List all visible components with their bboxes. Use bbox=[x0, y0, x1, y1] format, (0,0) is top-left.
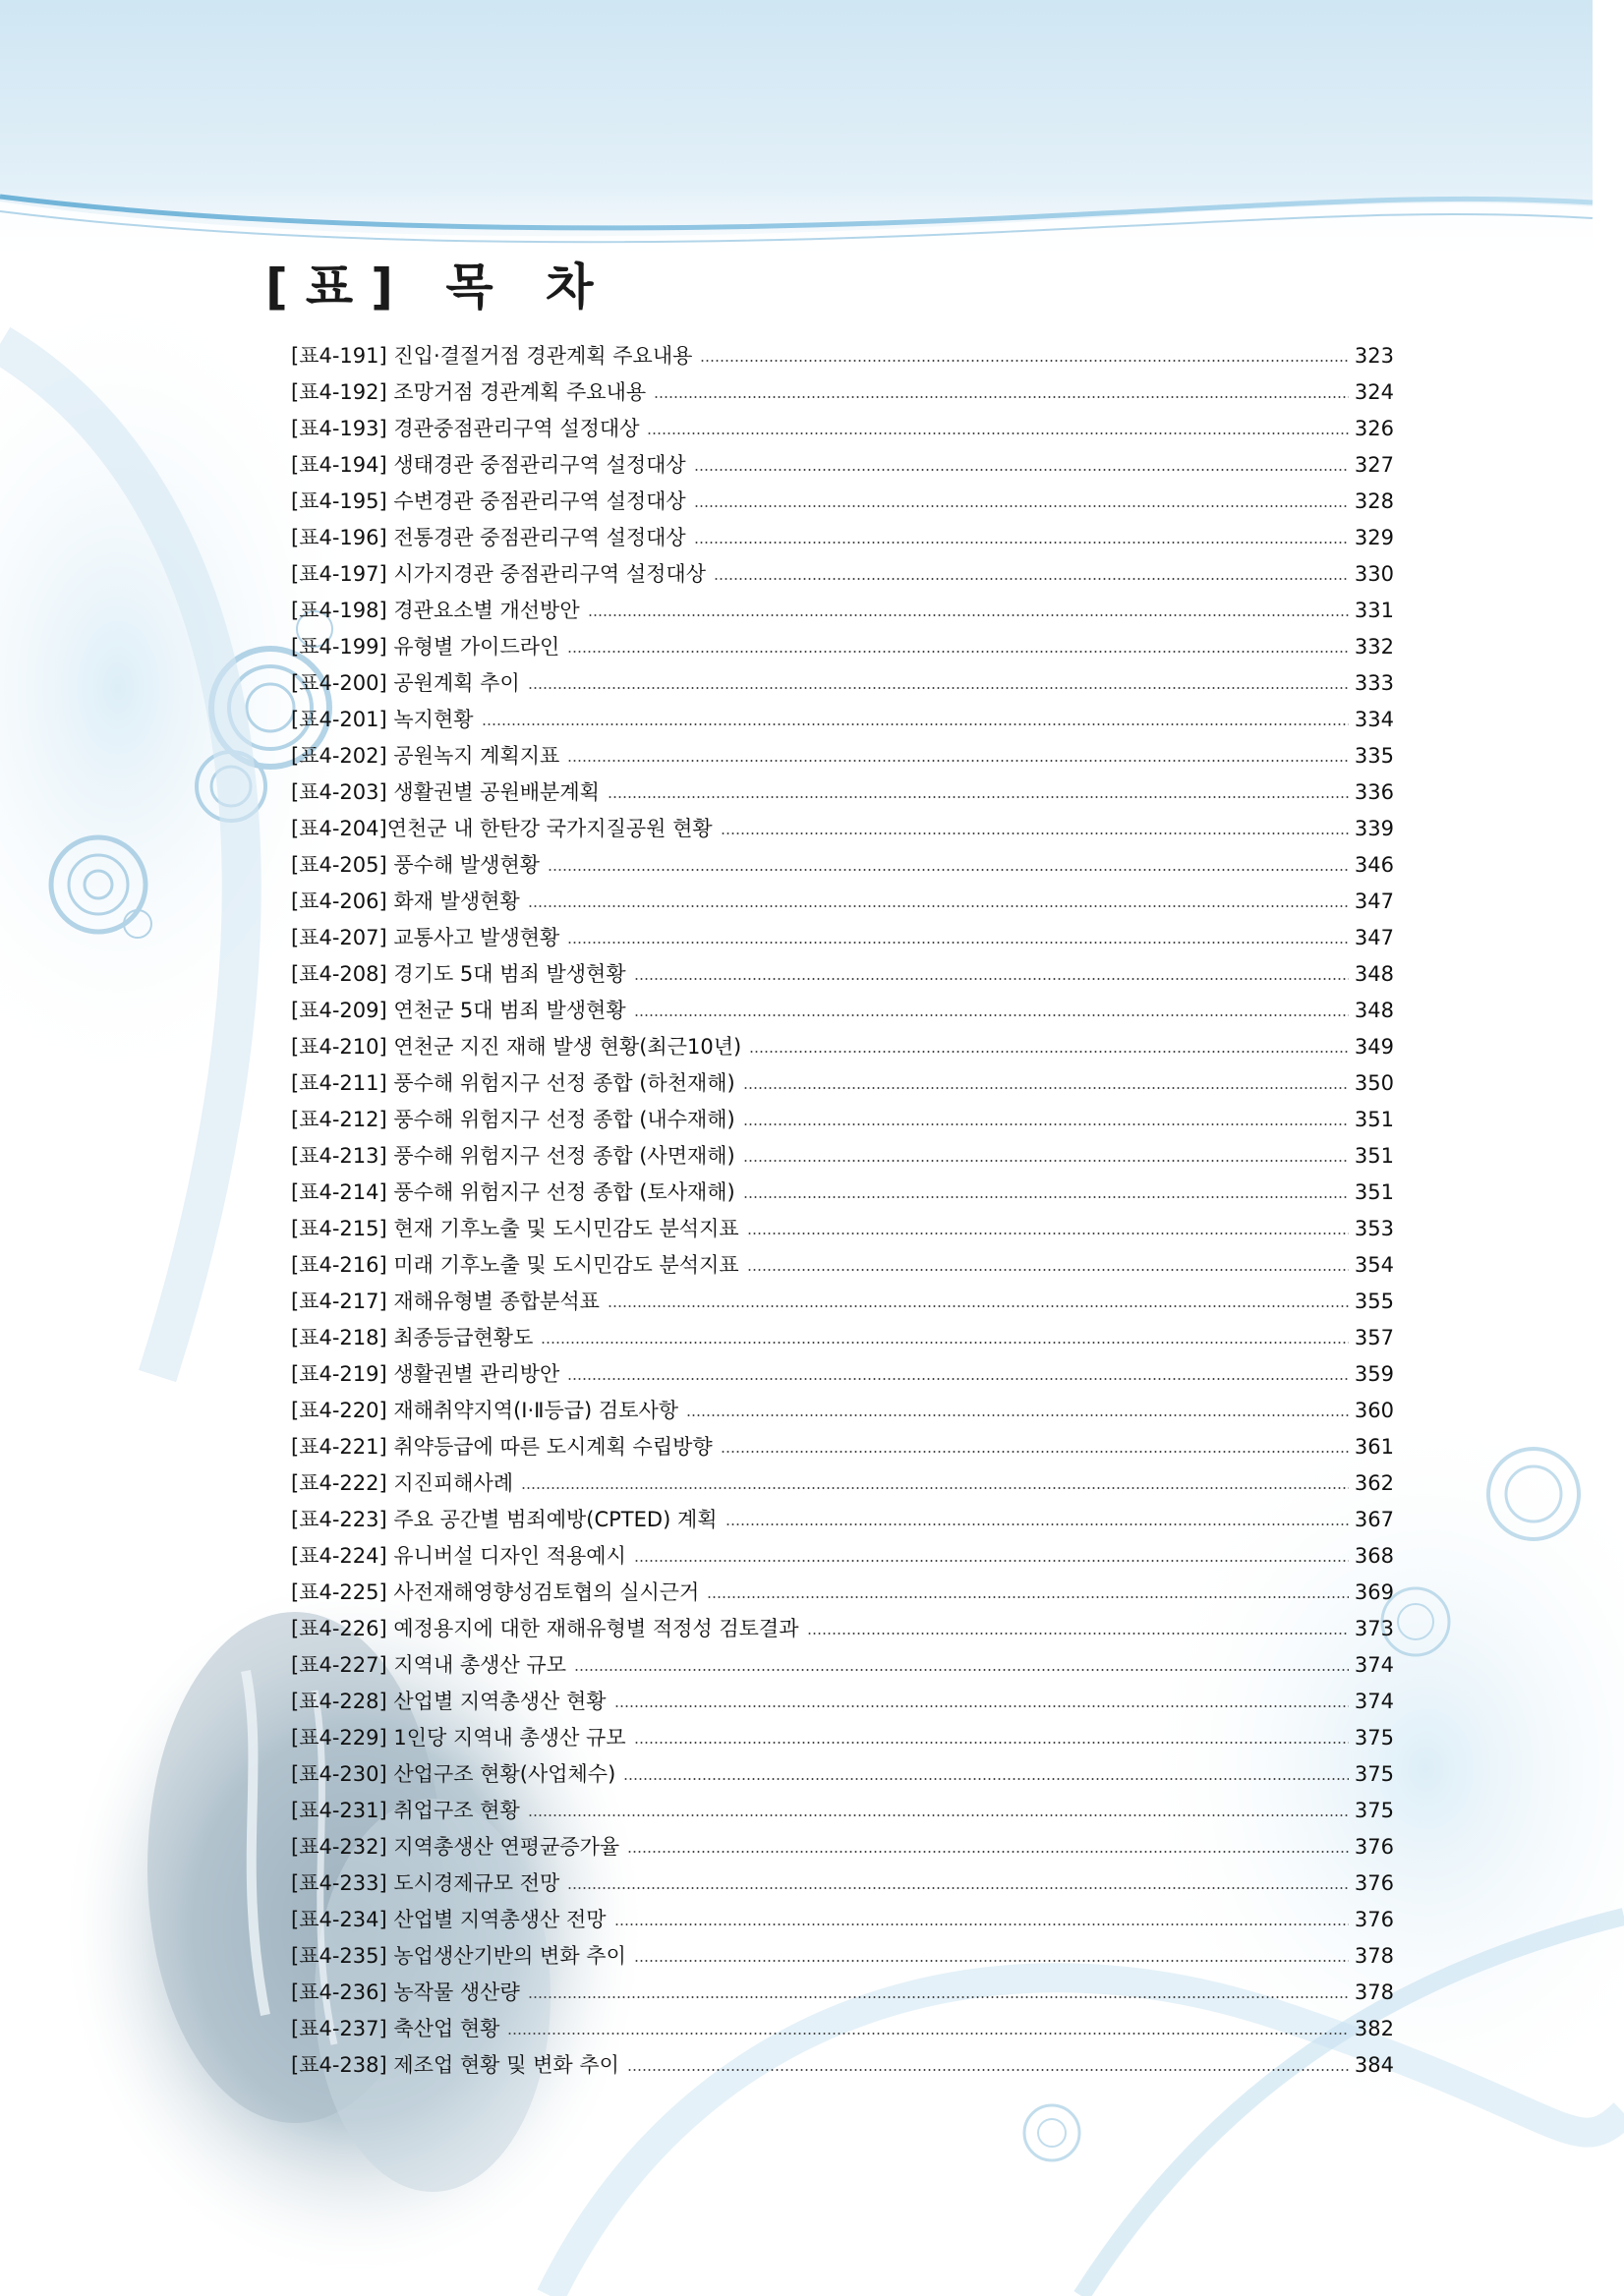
toc-entry[interactable] bbox=[291, 1393, 1394, 1429]
toc-entry[interactable] bbox=[291, 2047, 1394, 2084]
toc-entry-page-number: 334 bbox=[1354, 708, 1394, 731]
toc-entry-page-number: 355 bbox=[1354, 1290, 1394, 1313]
toc-entry-page-number: 323 bbox=[1354, 344, 1394, 368]
toc-entry-page-number: 353 bbox=[1354, 1217, 1394, 1240]
toc-entry[interactable] bbox=[291, 1938, 1394, 1975]
dot-leader bbox=[721, 832, 1349, 834]
toc-entry-page-number: 347 bbox=[1354, 926, 1394, 949]
dot-leader bbox=[608, 796, 1349, 798]
toc-entry-label: [표4-193] 경관중점관리구역 설정대상 bbox=[291, 417, 640, 440]
toc-entry[interactable] bbox=[291, 338, 1394, 374]
toc-entry[interactable] bbox=[291, 1211, 1394, 1247]
toc-entry-page-number: 376 bbox=[1354, 1908, 1394, 1931]
toc-entry[interactable] bbox=[291, 447, 1394, 484]
toc-entry-page-number: 329 bbox=[1354, 526, 1394, 549]
dot-leader bbox=[528, 905, 1349, 907]
toc-entry-page-number: 351 bbox=[1354, 1144, 1394, 1168]
toc-entry-label: [표4-203] 생활권별 공원배분계획 bbox=[291, 780, 600, 804]
toc-entry[interactable] bbox=[291, 1502, 1394, 1538]
dot-leader bbox=[694, 542, 1349, 544]
toc-entry-page-number: 361 bbox=[1354, 1435, 1394, 1459]
toc-entry-page-number: 332 bbox=[1354, 635, 1394, 659]
toc-entry-label: [표4-209] 연천군 5대 범죄 발생현황 bbox=[291, 999, 626, 1022]
toc-entry[interactable] bbox=[291, 411, 1394, 447]
dot-leader bbox=[567, 942, 1349, 944]
toc-entry-page-number: 347 bbox=[1354, 890, 1394, 913]
toc-entry-page-number: 339 bbox=[1354, 817, 1394, 840]
toc-entry-label: [표4-235] 농업생산기반의 변화 추이 bbox=[291, 1944, 626, 1968]
dot-leader bbox=[634, 1014, 1349, 1016]
table-of-contents-list bbox=[291, 338, 1394, 2084]
toc-entry-label: [표4-234] 산업별 지역총생산 전망 bbox=[291, 1908, 607, 1931]
dot-leader bbox=[627, 2069, 1349, 2071]
toc-entry-label: [표4-223] 주요 공간별 범죄예방(CPTED) 계획 bbox=[291, 1508, 718, 1531]
toc-entry-label: [표4-233] 도시경제규모 전망 bbox=[291, 1871, 560, 1895]
toc-entry[interactable] bbox=[291, 629, 1394, 665]
dot-leader bbox=[747, 1269, 1349, 1271]
toc-entry-label: [표4-217] 재해유형별 종합분석표 bbox=[291, 1290, 600, 1313]
toc-entry[interactable] bbox=[291, 593, 1394, 629]
toc-entry[interactable] bbox=[291, 811, 1394, 847]
toc-entry[interactable] bbox=[291, 1611, 1394, 1647]
toc-entry-page-number: 328 bbox=[1354, 489, 1394, 513]
toc-entry-label: [표4-225] 사전재해영향성검토협의 실시근거 bbox=[291, 1580, 700, 1604]
toc-entry-page-number: 333 bbox=[1354, 671, 1394, 695]
toc-entry-page-number: 374 bbox=[1354, 1690, 1394, 1713]
toc-entry[interactable] bbox=[291, 702, 1394, 738]
toc-entry-page-number: 330 bbox=[1354, 562, 1394, 586]
dot-leader bbox=[521, 1487, 1349, 1489]
toc-entry-page-number: 327 bbox=[1354, 453, 1394, 477]
toc-entry[interactable] bbox=[291, 1756, 1394, 1793]
toc-entry-label: [표4-212] 풍수해 위험지구 선정 종합 (내수재해) bbox=[291, 1108, 735, 1131]
toc-entry-page-number: 359 bbox=[1354, 1362, 1394, 1386]
toc-entry[interactable] bbox=[291, 1284, 1394, 1320]
dot-leader bbox=[743, 1196, 1349, 1198]
toc-entry-label: [표4-198] 경관요소별 개선방안 bbox=[291, 599, 580, 622]
dot-leader bbox=[614, 1705, 1349, 1707]
toc-entry-label: [표4-200] 공원계획 추이 bbox=[291, 671, 520, 695]
toc-entry-page-number: 351 bbox=[1354, 1180, 1394, 1204]
toc-entry-page-number: 360 bbox=[1354, 1399, 1394, 1422]
toc-entry-label: [표4-208] 경기도 5대 범죄 발생현황 bbox=[291, 962, 626, 986]
dot-leader bbox=[507, 2033, 1349, 2035]
toc-entry[interactable] bbox=[291, 738, 1394, 775]
toc-entry-label: [표4-194] 생태경관 중점관리구역 설정대상 bbox=[291, 453, 686, 477]
toc-entry-label: [표4-230] 산업구조 현황(사업체수) bbox=[291, 1762, 616, 1786]
dot-leader bbox=[634, 1742, 1349, 1744]
dot-leader bbox=[694, 469, 1349, 471]
toc-entry-label: [표4-196] 전통경관 중점관리구역 설정대상 bbox=[291, 526, 686, 549]
toc-entry-label: [표4-207] 교통사고 발생현황 bbox=[291, 926, 560, 949]
toc-entry-label: [표4-210] 연천군 지진 재해 발생 현황(최근10년) bbox=[291, 1035, 742, 1059]
toc-entry[interactable] bbox=[291, 956, 1394, 993]
toc-entry[interactable] bbox=[291, 2011, 1394, 2047]
toc-entry[interactable] bbox=[291, 1320, 1394, 1356]
toc-entry-label: [표4-221] 취약등급에 따른 도시계획 수립방향 bbox=[291, 1435, 713, 1459]
dot-leader bbox=[634, 1960, 1349, 1962]
toc-entry[interactable] bbox=[291, 1538, 1394, 1575]
dot-leader bbox=[567, 1378, 1349, 1380]
dot-leader bbox=[700, 360, 1349, 362]
dot-leader bbox=[528, 1814, 1349, 1816]
toc-entry-label: [표4-199] 유형별 가이드라인 bbox=[291, 635, 560, 659]
toc-entry-label: [표4-204]연천군 내 한탄강 국가지질공원 현황 bbox=[291, 817, 713, 840]
toc-entry-page-number: 375 bbox=[1354, 1726, 1394, 1750]
dot-leader bbox=[567, 760, 1349, 762]
toc-entry-label: [표4-192] 조망거점 경관계획 주요내용 bbox=[291, 380, 647, 404]
dot-leader bbox=[574, 1669, 1349, 1671]
dot-leader bbox=[743, 1123, 1349, 1125]
dot-leader bbox=[614, 1923, 1349, 1925]
dot-leader bbox=[749, 1051, 1349, 1053]
page-title: [표] 목 차 bbox=[265, 258, 611, 316]
toc-entry-page-number: 354 bbox=[1354, 1253, 1394, 1277]
toc-entry-label: [표4-232] 지역총생산 연평균증가율 bbox=[291, 1835, 620, 1859]
toc-entry[interactable] bbox=[291, 1684, 1394, 1720]
toc-entry[interactable] bbox=[291, 1247, 1394, 1284]
toc-entry-page-number: 336 bbox=[1354, 780, 1394, 804]
toc-entry-label: [표4-236] 농작물 생산량 bbox=[291, 1980, 520, 2004]
dot-leader bbox=[634, 978, 1349, 980]
toc-entry[interactable] bbox=[291, 1138, 1394, 1175]
toc-entry-label: [표4-218] 최종등급현황도 bbox=[291, 1326, 534, 1349]
toc-entry[interactable] bbox=[291, 1175, 1394, 1211]
toc-entry-page-number: 382 bbox=[1354, 2017, 1394, 2040]
toc-entry[interactable] bbox=[291, 775, 1394, 811]
toc-entry-page-number: 368 bbox=[1354, 1544, 1394, 1568]
toc-entry-label: [표4-205] 풍수해 발생현황 bbox=[291, 853, 541, 877]
toc-entry[interactable] bbox=[291, 1829, 1394, 1866]
toc-entry-label: [표4-219] 생활권별 관리방안 bbox=[291, 1362, 560, 1386]
dot-leader bbox=[747, 1233, 1349, 1234]
toc-entry[interactable] bbox=[291, 1866, 1394, 1902]
toc-entry[interactable] bbox=[291, 665, 1394, 702]
dot-leader bbox=[482, 723, 1349, 725]
toc-entry[interactable] bbox=[291, 1102, 1394, 1138]
toc-entry-label: [표4-238] 제조업 현황 및 변화 추이 bbox=[291, 2053, 619, 2077]
toc-entry-page-number: 367 bbox=[1354, 1508, 1394, 1531]
toc-entry[interactable] bbox=[291, 1793, 1394, 1829]
toc-entry-page-number: 324 bbox=[1354, 380, 1394, 404]
toc-entry-label: [표4-206] 화재 발생현황 bbox=[291, 890, 520, 913]
toc-entry-page-number: 350 bbox=[1354, 1071, 1394, 1095]
toc-entry-label: [표4-214] 풍수해 위험지구 선정 종합 (토사재해) bbox=[291, 1180, 735, 1204]
toc-entry-label: [표4-237] 축산업 현황 bbox=[291, 2017, 500, 2040]
toc-entry[interactable] bbox=[291, 1575, 1394, 1611]
toc-entry-label: [표4-224] 유니버설 디자인 적용예시 bbox=[291, 1544, 626, 1568]
toc-entry-label: [표4-229] 1인당 지역내 총생산 규모 bbox=[291, 1726, 626, 1750]
toc-entry-label: [표4-215] 현재 기후노출 및 도시민감도 분석지표 bbox=[291, 1217, 739, 1240]
toc-entry-page-number: 375 bbox=[1354, 1762, 1394, 1786]
toc-entry[interactable] bbox=[291, 556, 1394, 593]
toc-entry[interactable] bbox=[291, 1356, 1394, 1393]
dot-leader bbox=[654, 396, 1349, 398]
toc-entry-label: [표4-213] 풍수해 위험지구 선정 종합 (사면재해) bbox=[291, 1144, 735, 1168]
dot-leader bbox=[707, 1596, 1349, 1598]
toc-entry-page-number: 378 bbox=[1354, 1944, 1394, 1968]
toc-entry-page-number: 374 bbox=[1354, 1653, 1394, 1677]
toc-entry[interactable] bbox=[291, 484, 1394, 520]
toc-entry-page-number: 378 bbox=[1354, 1980, 1394, 2004]
toc-entry-page-number: 331 bbox=[1354, 599, 1394, 622]
dot-leader bbox=[623, 1778, 1349, 1780]
toc-entry[interactable] bbox=[291, 1065, 1394, 1102]
dot-leader bbox=[721, 1451, 1349, 1453]
toc-entry-page-number: 351 bbox=[1354, 1108, 1394, 1131]
toc-entry-label: [표4-191] 진입·결절거점 경관계획 주요내용 bbox=[291, 344, 693, 368]
dot-leader bbox=[807, 1633, 1349, 1635]
dot-leader bbox=[528, 687, 1349, 689]
toc-entry-label: [표4-222] 지진피해사례 bbox=[291, 1471, 514, 1495]
toc-entry-page-number: 375 bbox=[1354, 1799, 1394, 1822]
dot-leader bbox=[743, 1160, 1349, 1162]
toc-entry-page-number: 348 bbox=[1354, 999, 1394, 1022]
dot-leader bbox=[686, 1414, 1349, 1416]
toc-entry-label: [표4-195] 수변경관 중점관리구역 설정대상 bbox=[291, 489, 686, 513]
toc-entry-label: [표4-231] 취업구조 현황 bbox=[291, 1799, 520, 1822]
dot-leader bbox=[541, 1342, 1349, 1344]
toc-entry-label: [표4-201] 녹지현황 bbox=[291, 708, 474, 731]
dot-leader bbox=[627, 1851, 1349, 1853]
toc-entry[interactable] bbox=[291, 1720, 1394, 1756]
toc-entry[interactable] bbox=[291, 1975, 1394, 2011]
toc-entry-label: [표4-228] 산업별 지역총생산 현황 bbox=[291, 1690, 607, 1713]
dot-leader bbox=[528, 1996, 1349, 1998]
toc-entry[interactable] bbox=[291, 374, 1394, 411]
dot-leader bbox=[714, 578, 1349, 580]
toc-entry-label: [표4-220] 재해취약지역(Ⅰ·Ⅱ등급) 검토사항 bbox=[291, 1399, 679, 1422]
toc-entry-label: [표4-227] 지역내 총생산 규모 bbox=[291, 1653, 567, 1677]
toc-entry[interactable] bbox=[291, 1647, 1394, 1684]
toc-entry-page-number: 326 bbox=[1354, 417, 1394, 440]
dot-leader bbox=[548, 869, 1349, 871]
toc-entry-page-number: 335 bbox=[1354, 744, 1394, 768]
toc-entry-page-number: 349 bbox=[1354, 1035, 1394, 1059]
dot-leader bbox=[567, 651, 1349, 653]
toc-entry-page-number: 369 bbox=[1354, 1580, 1394, 1604]
dot-leader bbox=[647, 432, 1349, 434]
toc-entry[interactable] bbox=[291, 920, 1394, 956]
toc-entry-page-number: 373 bbox=[1354, 1617, 1394, 1640]
toc-entry-page-number: 346 bbox=[1354, 853, 1394, 877]
dot-leader bbox=[725, 1523, 1349, 1525]
toc-entry-label: [표4-226] 예정용지에 대한 재해유형별 적정성 검토결과 bbox=[291, 1617, 799, 1640]
toc-entry[interactable] bbox=[291, 847, 1394, 884]
dot-leader bbox=[694, 505, 1349, 507]
toc-entry-label: [표4-202] 공원녹지 계획지표 bbox=[291, 744, 560, 768]
dot-leader bbox=[588, 614, 1349, 616]
toc-entry[interactable] bbox=[291, 884, 1394, 920]
toc-entry[interactable] bbox=[291, 993, 1394, 1029]
dot-leader bbox=[567, 1887, 1349, 1889]
dot-leader bbox=[608, 1305, 1349, 1307]
toc-entry-label: [표4-197] 시가지경관 중점관리구역 설정대상 bbox=[291, 562, 707, 586]
toc-entry-label: [표4-211] 풍수해 위험지구 선정 종합 (하천재해) bbox=[291, 1071, 735, 1095]
toc-entry-page-number: 357 bbox=[1354, 1326, 1394, 1349]
toc-entry-page-number: 376 bbox=[1354, 1835, 1394, 1859]
toc-entry-page-number: 362 bbox=[1354, 1471, 1394, 1495]
dot-leader bbox=[634, 1560, 1349, 1562]
toc-entry[interactable] bbox=[291, 520, 1394, 556]
toc-entry[interactable] bbox=[291, 1465, 1394, 1502]
toc-entry[interactable] bbox=[291, 1029, 1394, 1065]
toc-entry-page-number: 348 bbox=[1354, 962, 1394, 986]
toc-entry[interactable] bbox=[291, 1429, 1394, 1465]
toc-entry[interactable] bbox=[291, 1902, 1394, 1938]
dot-leader bbox=[743, 1087, 1349, 1089]
toc-entry-page-number: 384 bbox=[1354, 2053, 1394, 2077]
toc-entry-label: [표4-216] 미래 기후노출 및 도시민감도 분석지표 bbox=[291, 1253, 739, 1277]
toc-entry-page-number: 376 bbox=[1354, 1871, 1394, 1895]
